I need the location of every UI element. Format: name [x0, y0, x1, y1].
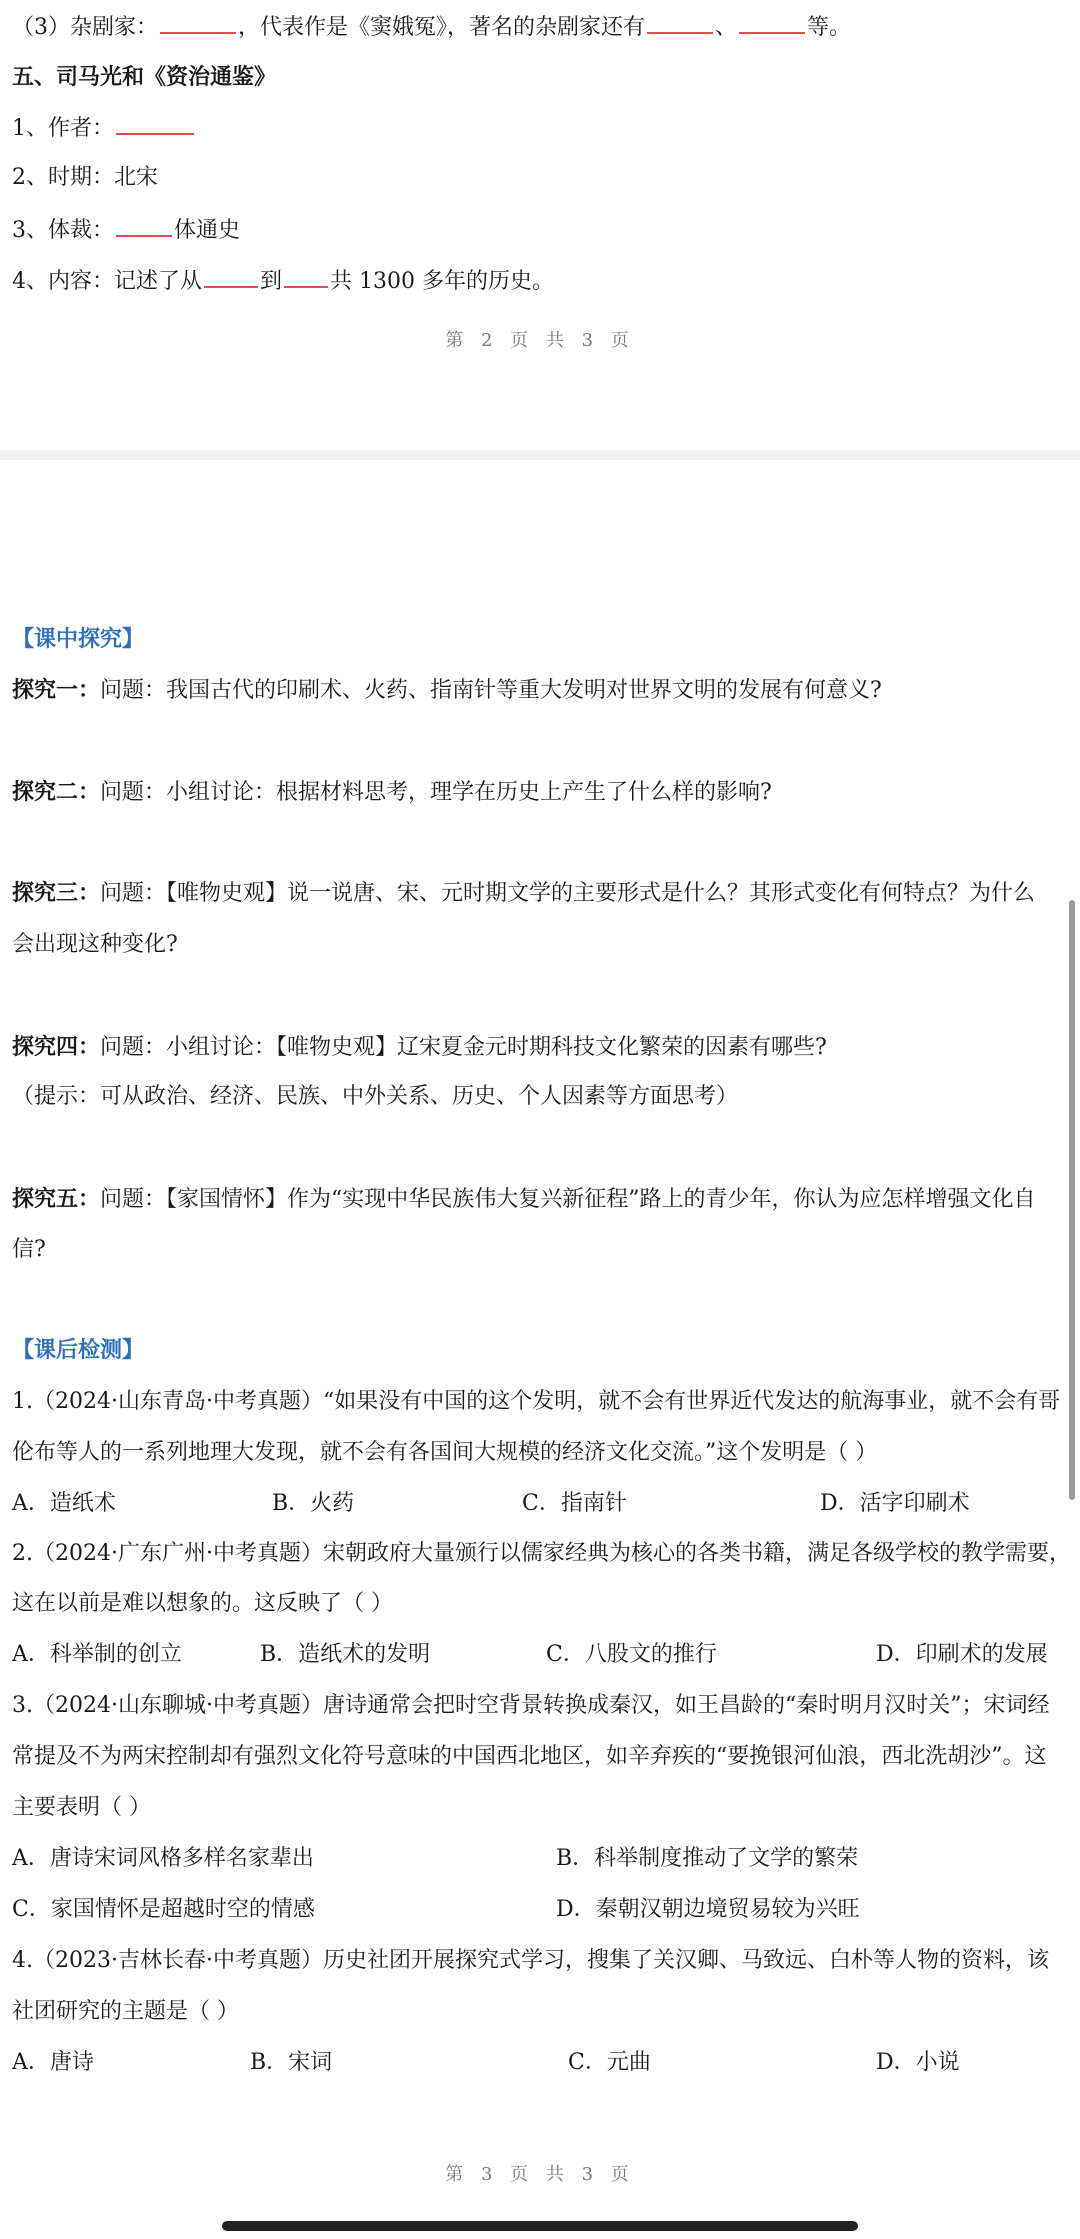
q2-option-c: C．八股文的推行	[546, 1642, 717, 1667]
q2-option-a: A．科举制的创立	[12, 1642, 182, 1667]
page-footer: 第 3 页 共 3 页	[445, 2164, 635, 2185]
explore-label: 探究五：	[12, 1186, 101, 1212]
explore-text: 问题：小组讨论：【唯物史观】辽宋夏金元时期科技文化繁荣的因素有哪些?	[100, 1035, 827, 1060]
page-separator	[0, 450, 1080, 460]
explore-1	[12, 675, 882, 706]
q1-option-c: C．指南针	[522, 1491, 627, 1516]
page-3	[0, 460, 1080, 2239]
explore-3-continued: 会出现这种变化?	[12, 932, 178, 957]
text-segment: 共 1300 多年的历史。	[330, 269, 554, 294]
explore-text: 问题：小组讨论：根据材料思考，理学在历史上产生了什么样的影响?	[100, 780, 772, 805]
text-segment: 到	[260, 269, 283, 294]
q2-option-d: D．印刷术的发展	[876, 1642, 1048, 1667]
fill-blank	[116, 113, 194, 135]
fill-blank	[204, 266, 258, 288]
q4-option-c: C．元曲	[568, 2050, 651, 2075]
q4-option-a: A．唐诗	[12, 2050, 94, 2075]
item-genre	[12, 215, 240, 246]
explore-5	[12, 1184, 1036, 1215]
explore-5-continued: 信?	[12, 1237, 46, 1262]
fill-blank	[116, 215, 172, 237]
explore-label: 探究四：	[12, 1034, 101, 1060]
text-segment: 体通史	[174, 218, 241, 243]
q3-option-b: B．科举制度推动了文学的繁荣	[556, 1846, 859, 1871]
explore-label: 探究二：	[12, 779, 101, 805]
explore-text: 问题：我国古代的印刷术、火药、指南针等重大发明对世界文明的发展有何意义?	[100, 678, 882, 703]
fill-blank	[739, 12, 805, 34]
question-2: 2.（2024·广东广州·中考真题）宋朝政府大量颁行以儒家经典为核心的各类书籍，满足各级学校的教学需要，	[12, 1541, 1071, 1566]
text-segment: 4、内容：记述了从	[12, 269, 202, 294]
explore-2	[12, 777, 772, 808]
line-zaju-writers	[12, 12, 851, 43]
q2-option-b: B．造纸术的发明	[260, 1642, 431, 1667]
q1-option-a: A．造纸术	[12, 1491, 116, 1516]
question-3-continued-2: 主要表明（ ）	[12, 1795, 151, 1820]
text-segment: 等。	[807, 15, 852, 40]
q4-option-d: D．小说	[876, 2050, 960, 2075]
section-title-after-class: 【课后检测】	[12, 1338, 145, 1363]
explore-label: 探究三：	[12, 880, 101, 906]
scrollbar[interactable]	[1069, 900, 1075, 1500]
q4-option-b: B．宋词	[250, 2050, 333, 2075]
explore-text: 问题：【家国情怀】作为“实现中华民族伟大复兴新征程”路上的青少年，你认为应怎样增强文化自	[100, 1187, 1036, 1212]
text-segment: 1、作者：	[12, 116, 114, 141]
explore-4	[12, 1032, 827, 1063]
text-segment: （3）杂剧家：	[12, 15, 158, 40]
section-title-in-class: 【课中探究】	[12, 627, 145, 652]
explore-3	[12, 878, 1035, 909]
fill-blank	[284, 266, 328, 288]
item-period: 2、时期：北宋	[12, 165, 158, 190]
fill-blank	[160, 12, 236, 34]
text-segment: 3、体裁：	[12, 218, 114, 243]
question-2-continued: 这在以前是难以想象的。这反映了（ ）	[12, 1591, 393, 1616]
explore-text: 问题：【唯物史观】说一说唐、宋、元时期文学的主要形式是什么？其形式变化有何特点？为什么	[100, 881, 1036, 906]
page-2-bottom	[0, 0, 1080, 450]
text-segment: 、	[715, 15, 738, 40]
q3-option-d: D．秦朝汉朝边境贸易较为兴旺	[556, 1897, 860, 1922]
section-title-sima-guang: 五、司马光和《资治通鉴》	[12, 64, 277, 90]
question-1: 1.（2024·山东青岛·中考真题）“如果没有中国的这个发明，就不会有世界近代发达的航海事业，就不会有哥	[12, 1389, 1061, 1414]
q1-option-d: D．活字印刷术	[820, 1491, 970, 1516]
q3-option-a: A．唐诗宋词风格多样名家辈出	[12, 1846, 314, 1871]
question-3-continued-1: 常提及不为两宋控制却有强烈文化符号意味的中国西北地区，如辛弃疾的“要挽银河仙浪，西北洗胡沙”。这	[12, 1744, 1047, 1769]
explore-label: 探究一：	[12, 677, 101, 703]
home-indicator[interactable]	[222, 2221, 858, 2231]
q3-option-c: C．家国情怀是超越时空的情感	[12, 1897, 315, 1922]
question-4-continued: 社团研究的主题是（ ）	[12, 1999, 239, 2024]
question-4: 4.（2023·吉林长春·中考真题）历史社团开展探究式学习，搜集了关汉卿、马致远、白朴等人物的资料，该	[12, 1948, 1049, 1973]
question-1-continued: 伦布等人的一系列地理大发现，就不会有各国间大规模的经济文化交流。”这个发明是（ ）	[12, 1440, 878, 1465]
item-content	[12, 266, 554, 297]
page-footer: 第 2 页 共 3 页	[445, 330, 635, 351]
text-segment: ，代表作是《窦娥冤》，著名的杂剧家还有	[238, 15, 646, 40]
q1-option-b: B．火药	[272, 1491, 355, 1516]
item-author	[12, 113, 196, 144]
fill-blank	[647, 12, 713, 34]
explore-4-hint: （提示：可从政治、经济、民族、中外关系、历史、个人因素等方面思考）	[12, 1084, 739, 1109]
question-3: 3.（2024·山东聊城·中考真题）唐诗通常会把时空背景转换成秦汉，如王昌龄的“秦时明月汉时关”；宋词经	[12, 1693, 1050, 1718]
